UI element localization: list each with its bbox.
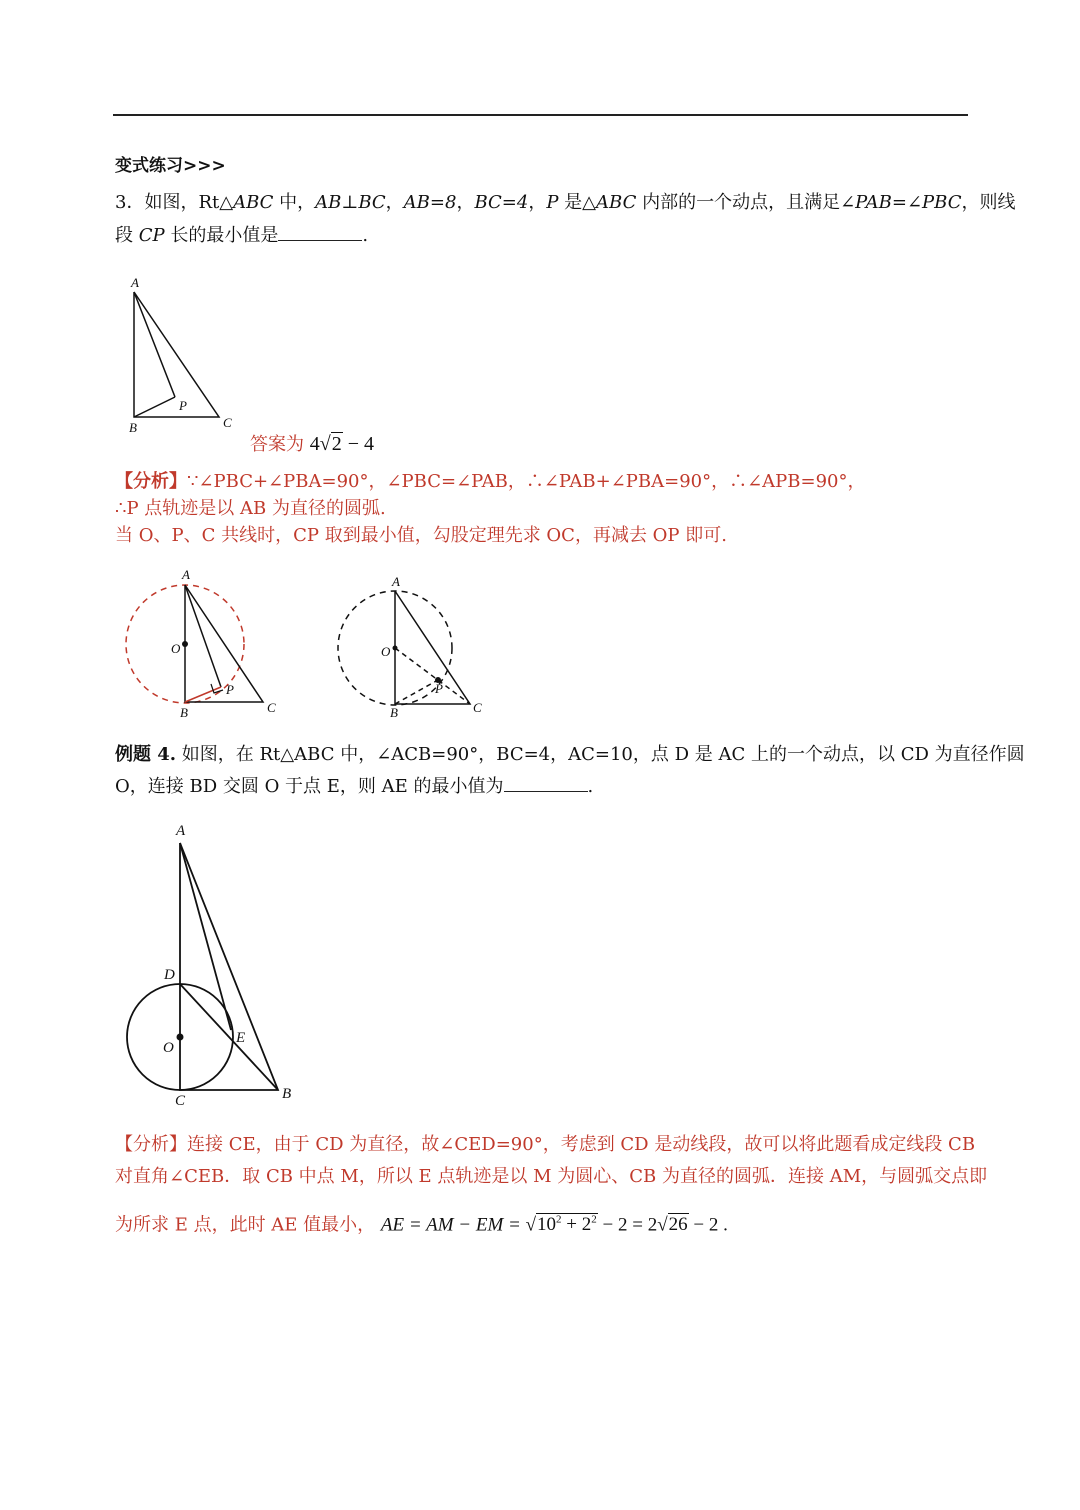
fig2-label-c: C	[267, 700, 276, 715]
figure-1	[134, 292, 219, 417]
segment-bp	[134, 397, 175, 417]
fig2-label-b: B	[180, 705, 188, 720]
segment-ap	[185, 585, 221, 687]
text: 为所求 E 点，此时 AE 值最小，	[115, 1214, 376, 1236]
text: 【分析】	[115, 1134, 187, 1155]
text: ，	[456, 192, 475, 213]
text: PBC	[922, 192, 962, 213]
text: 如图，在 Rt△ABC 中，∠ACB=90°，BC=4，AC=10，点 D 是 AC 上的一个动点，以 CD 为直径作圆	[176, 744, 1025, 765]
fig4-label-a: A	[176, 823, 186, 839]
text: 3．如图，Rt△	[115, 192, 234, 213]
text: O，连接 BD 交圆 O 于点 E，则 AE 的最小值为	[115, 776, 504, 797]
text: AE = AM − EM =	[380, 1214, 526, 1236]
text: 中，	[273, 192, 316, 213]
analysis4-line2: 对直角∠CEB．取 CB 中点 M，所以 E 点轨迹是以 M 为圆心、CB 为直径的圆弧．连接 AM，与圆弧交点即	[115, 1166, 988, 1187]
center-o	[177, 1034, 184, 1041]
segment-bd	[180, 984, 278, 1090]
text: .	[362, 225, 369, 246]
text: AB=8	[403, 192, 457, 213]
analysis3-line2: ∴P 点轨迹是以 AB 为直径的圆弧.	[115, 498, 386, 519]
text: ABC	[596, 192, 637, 213]
figure-3	[338, 591, 470, 705]
fig3-label-p: P	[435, 681, 443, 696]
center-o	[182, 641, 188, 647]
text: PAB	[855, 192, 892, 213]
fig1-label-p: P	[179, 398, 187, 413]
text: 段	[115, 225, 139, 246]
text: 例题 4.	[115, 744, 177, 765]
figure-2	[126, 585, 263, 703]
analysis3-line3: 当 O、P、C 共线时，CP 取到最小值，勾股定理先求 OC，再减去 OP 即可.	[115, 525, 727, 546]
text: − 4	[342, 433, 374, 455]
segment-ae	[180, 843, 231, 1030]
text: ABC	[233, 192, 274, 213]
fig3-label-b: B	[390, 705, 398, 720]
radicand: $10^2 + 2^2$	[537, 1214, 597, 1236]
text: ，则线	[961, 192, 1016, 213]
fig3-label-a: A	[392, 574, 400, 589]
text: 是△	[558, 192, 597, 213]
figure-4	[127, 843, 278, 1090]
text: − 2 .	[688, 1214, 728, 1236]
fig3-label-c: C	[473, 700, 482, 715]
text: AB⊥BC	[315, 192, 386, 213]
fig1-label-c: C	[223, 415, 232, 430]
fig3-label-o: O	[381, 644, 391, 659]
answer-value: 4√2 − 4	[309, 433, 374, 455]
text: .	[587, 776, 594, 797]
text: 26	[668, 1214, 688, 1236]
fig1-label-b: B	[129, 420, 137, 435]
triangle-abc	[180, 843, 278, 1090]
text: 长的最小值是	[164, 225, 279, 246]
answer-label: 答案为	[250, 434, 304, 455]
formula: AE = AM − EM = $√10^2 + 2^2 - 2 = 2√26 - 2$ .	[380, 1214, 728, 1236]
text: BC=4	[474, 192, 529, 213]
text: 4	[309, 433, 320, 455]
text: 2	[556, 1214, 562, 1226]
text: 内部的一个动点，且满足∠	[636, 192, 856, 213]
text: P	[546, 192, 559, 213]
text: 10	[537, 1214, 557, 1236]
section-title: 变式练习>>>	[115, 156, 226, 176]
fig4-label-b: B	[282, 1086, 292, 1102]
fig4-label-o: O	[163, 1040, 174, 1056]
triangle-abc	[185, 585, 263, 702]
fig2-label-p: P	[226, 682, 234, 697]
text: 2	[591, 1214, 597, 1226]
text: CP	[138, 225, 165, 246]
text: 连接 CE，由于 CD 为直径，故∠CED=90°，考虑到 CD 是动线段，故可以将此题看成定线段 CB	[187, 1134, 976, 1155]
text: ∵∠PBC+∠PBA=90°，∠PBC=∠PAB，∴∠PAB+∠PBA=90°，∴∠APB=90°，	[187, 471, 866, 492]
text: ，	[528, 192, 547, 213]
text: 【分析】	[115, 471, 187, 492]
text: =∠	[891, 192, 923, 213]
text: ，	[385, 192, 404, 213]
fig4-label-d: D	[164, 967, 175, 983]
triangle-abc	[395, 591, 470, 704]
text: 2	[331, 433, 342, 455]
fig2-label-a: A	[182, 567, 190, 582]
fig4-label-c: C	[175, 1093, 186, 1109]
text: − 2 = 2	[597, 1214, 658, 1236]
fig1-label-a: A	[131, 275, 139, 290]
segment-oc-dashed	[395, 648, 470, 704]
center-o	[393, 646, 398, 651]
triangle-abc	[134, 292, 219, 417]
fig4-label-e: E	[236, 1030, 246, 1046]
text: 2	[581, 1214, 592, 1236]
fig2-label-o: O	[171, 641, 181, 656]
